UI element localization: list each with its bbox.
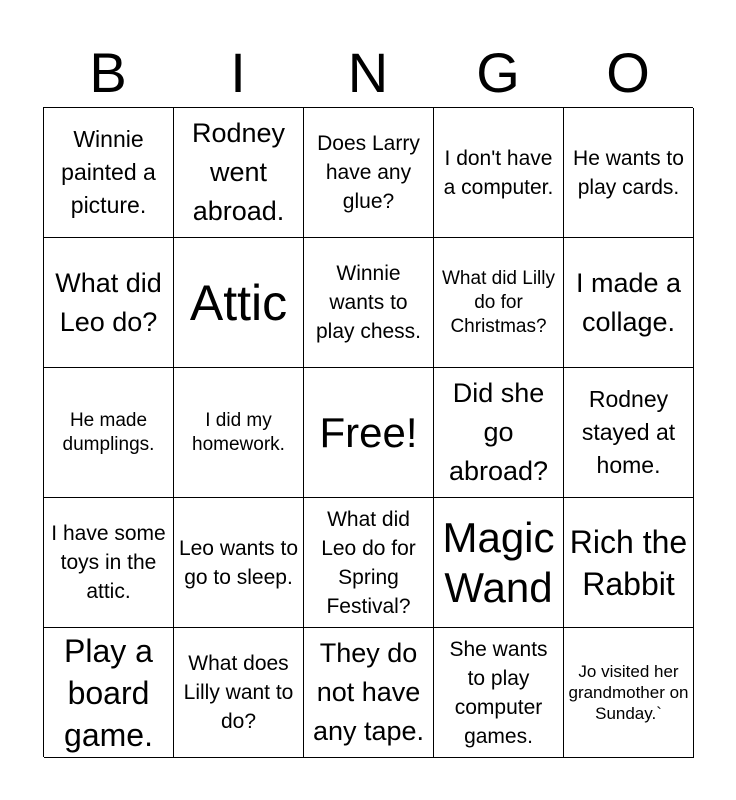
bingo-cell[interactable] [44, 498, 174, 628]
cell-text: I don't have a computer. [443, 146, 554, 199]
bingo-cell[interactable] [44, 108, 174, 238]
free-space-cell[interactable] [304, 368, 434, 498]
cell-text: What did Leo do? [55, 267, 162, 337]
header-letter-b: B [89, 41, 127, 104]
free-space-text: Free! [319, 408, 418, 456]
cell-text: I have some toys in the attic. [51, 522, 166, 603]
cell-text: Magic Wand [442, 513, 555, 611]
bingo-cell[interactable] [304, 108, 434, 238]
bingo-cell[interactable] [564, 368, 694, 498]
cell-text: I made a collage. [575, 267, 682, 337]
cell-text: Did she go abroad? [448, 378, 549, 486]
cell-text: Winnie wants to play chess. [315, 262, 422, 343]
bingo-cell[interactable] [174, 108, 304, 238]
header-letter-n: N [347, 41, 389, 104]
bingo-cell[interactable] [174, 628, 304, 758]
bingo-cell[interactable] [304, 498, 434, 628]
bingo-cell[interactable] [304, 238, 434, 368]
bingo-cell[interactable] [174, 368, 304, 498]
cell-text: Leo wants to go to sleep. [178, 536, 299, 589]
bingo-cell[interactable] [44, 238, 174, 368]
cell-text: Rich the Rabbit [569, 523, 688, 602]
cell-text: He made dumplings. [62, 409, 155, 455]
cell-text: Winnie painted a picture. [61, 126, 156, 218]
cell-text: What did Leo do for Spring Festival? [321, 507, 416, 618]
bingo-cell[interactable] [564, 238, 694, 368]
cell-text: Attic [189, 274, 288, 331]
cell-text: Rodney stayed at home. [581, 386, 676, 478]
bingo-cell[interactable] [564, 628, 694, 758]
bingo-cell[interactable] [434, 238, 564, 368]
cell-text: Rodney went abroad. [191, 118, 286, 226]
header-letter-i: I [230, 41, 246, 104]
cell-text: They do not have any tape. [312, 638, 425, 746]
cell-text: She wants to play computer games. [449, 637, 548, 748]
cell-text: I did my homework. [192, 409, 285, 455]
bingo-cell[interactable] [564, 498, 694, 628]
bingo-cell[interactable] [434, 368, 564, 498]
cell-text: Play a board game. [64, 632, 153, 753]
bingo-cell[interactable] [434, 498, 564, 628]
cell-text: Jo visited her grandmother on Sunday.` [568, 662, 689, 723]
cell-text: He wants to play cards. [573, 146, 684, 199]
bingo-cell[interactable] [434, 628, 564, 758]
bingo-cell[interactable] [174, 498, 304, 628]
bingo-cell[interactable] [304, 628, 434, 758]
cell-text: What does Lilly want to do? [183, 652, 294, 733]
bingo-cell[interactable] [564, 108, 694, 238]
bingo-cell[interactable] [434, 108, 564, 238]
cell-text: Does Larry have any glue? [317, 132, 420, 213]
header-letter-g: G [476, 41, 520, 104]
bingo-header [43, 38, 693, 108]
bingo-cell[interactable] [174, 238, 304, 368]
bingo-card-grid [43, 107, 693, 757]
cell-text: What did Lilly do for Christmas? [442, 267, 555, 337]
bingo-cell[interactable] [44, 368, 174, 498]
bingo-cell[interactable] [44, 628, 174, 758]
header-letter-o: O [606, 41, 650, 104]
